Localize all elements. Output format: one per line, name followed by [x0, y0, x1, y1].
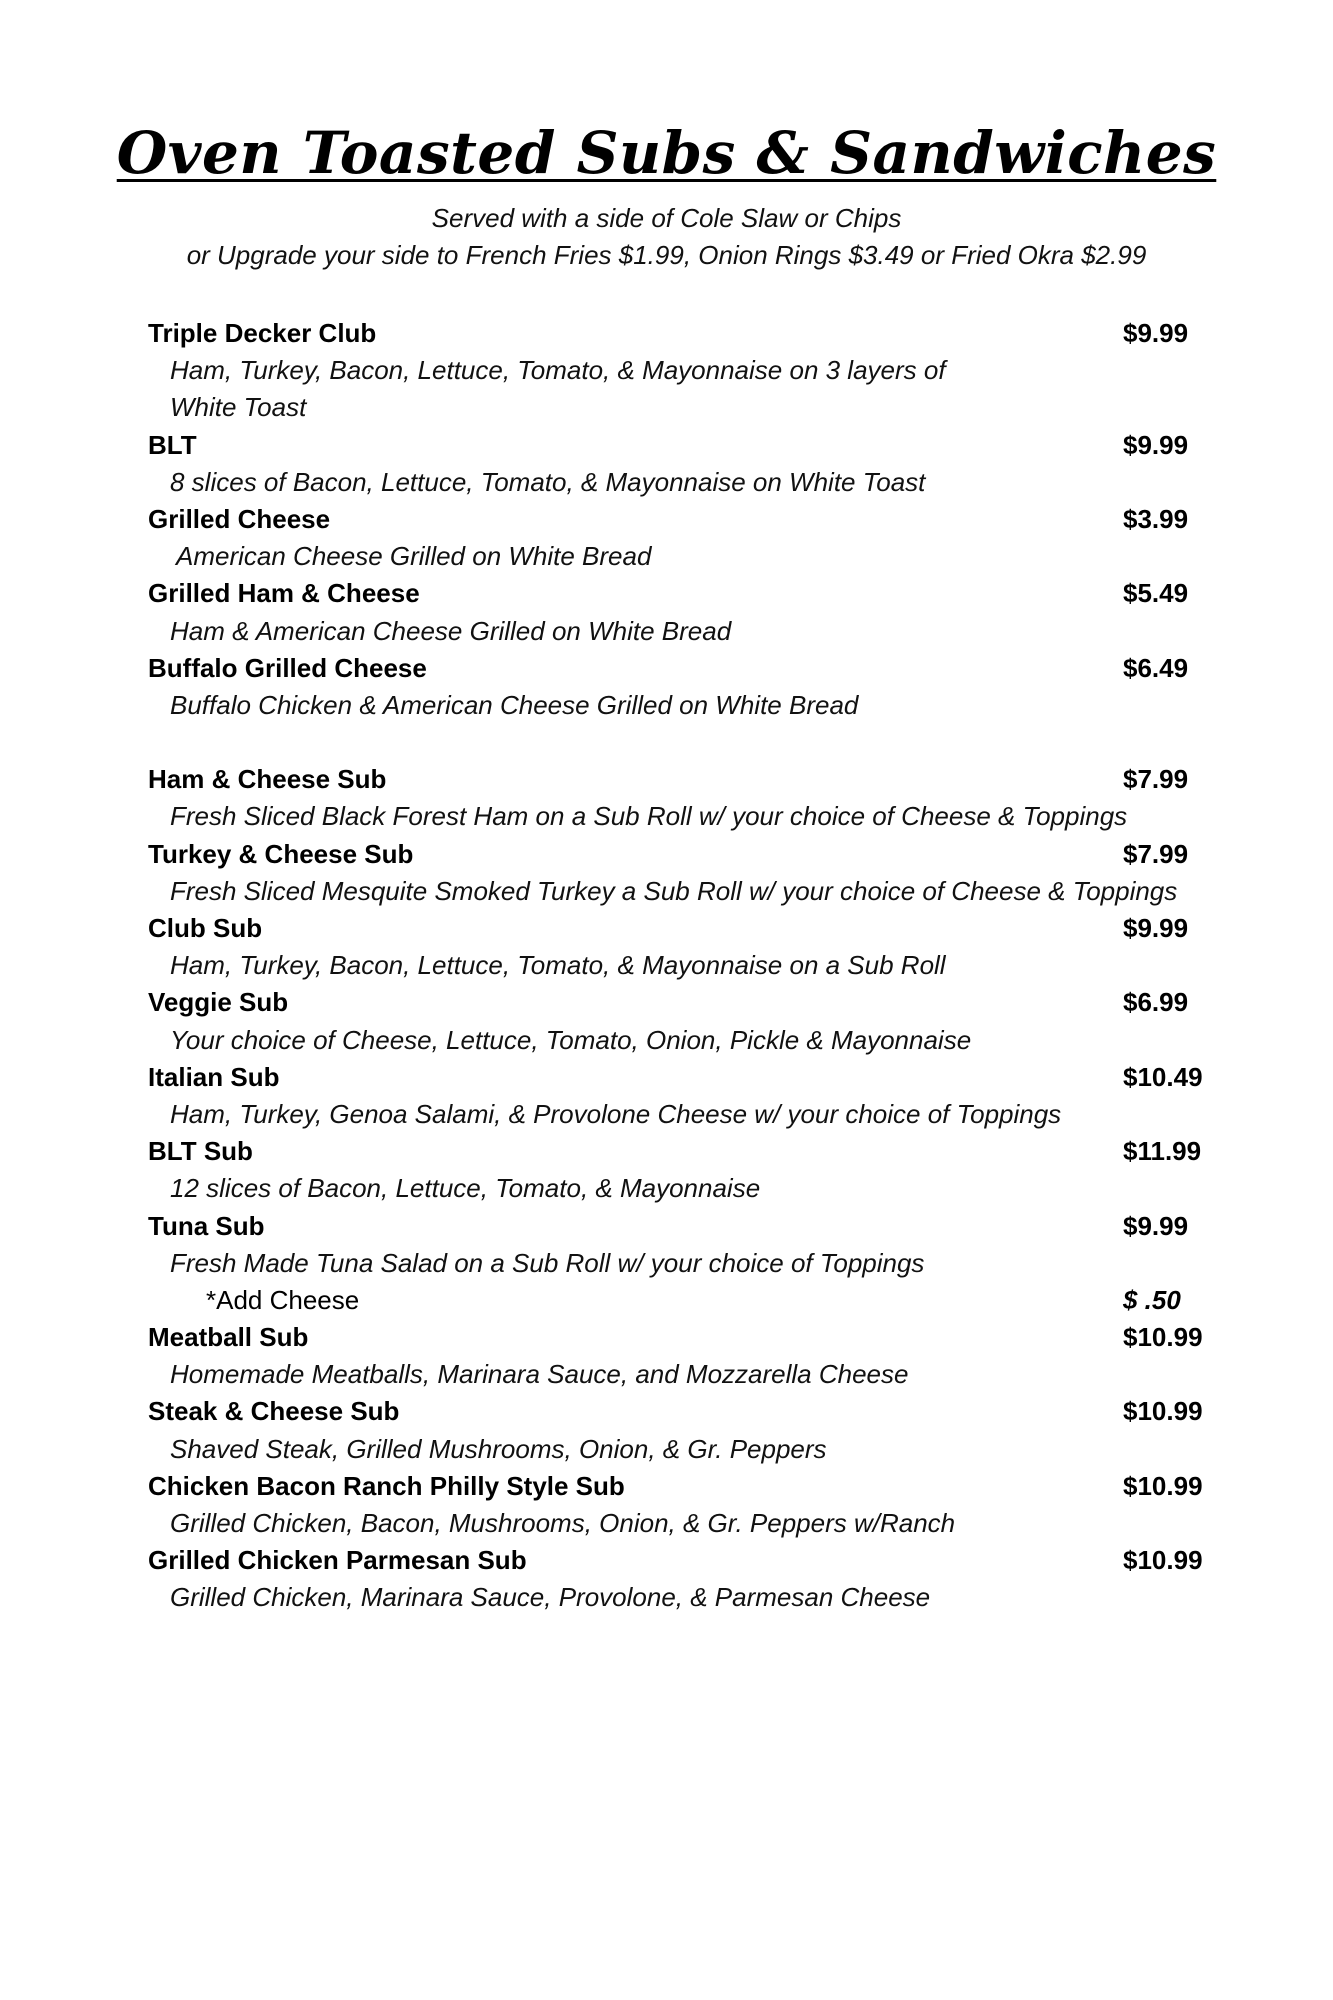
item-description	[148, 352, 1268, 389]
item-price: $10.99	[1123, 1545, 1203, 1576]
item-description-text: 8 slices of Bacon, Lettuce, Tomato, & Mayonnaise on White Toast	[170, 466, 926, 497]
item-description-text: Homemade Meatballs, Marinara Sauce, and Mozzarella Cheese	[170, 1359, 909, 1390]
menu-item-buffalo-grilled-cheese	[148, 650, 1268, 687]
item-description	[148, 1245, 1268, 1282]
item-price: $5.49	[1123, 578, 1189, 609]
side-info-line-2: or Upgrade your side to French Fries $1.99, Onion Rings $3.49 or Fried Okra $2.99	[186, 240, 1147, 270]
item-name: Grilled Chicken Parmesan Sub	[148, 1545, 527, 1576]
item-description	[148, 464, 1268, 501]
item-description	[148, 1356, 1268, 1393]
item-name: Steak & Cheese Sub	[148, 1396, 400, 1427]
item-price: $9.99	[1123, 318, 1189, 348]
item-price: $9.99	[1123, 1210, 1189, 1241]
item-name: Meatball Sub	[148, 1322, 309, 1353]
addon-label: *Add Cheese	[206, 1284, 360, 1315]
page-title	[0, 118, 1333, 188]
side-info-line-1: Served with a side of Cole Slaw or Chips	[431, 203, 902, 233]
item-description-text: Ham & American Cheese Grilled on White Bread	[170, 615, 732, 646]
menu-item-triple-decker-club	[148, 315, 1268, 352]
item-name: Grilled Ham & Cheese	[148, 578, 420, 609]
item-name: Tuna Sub	[148, 1210, 265, 1241]
item-description-text: 12 slices of Bacon, Lettuce, Tomato, & Mayonnaise	[170, 1173, 761, 1204]
item-description	[148, 1431, 1268, 1468]
menu-item-italian-sub	[148, 1059, 1268, 1096]
menu-item-tuna-sub	[148, 1208, 1268, 1245]
item-description-text: Shaved Steak, Grilled Mushrooms, Onion, & Gr. Peppers	[170, 1433, 827, 1464]
item-description-text: Buffalo Chicken & American Cheese Grilled on White Bread	[170, 689, 859, 720]
menu-item-steak-cheese-sub	[148, 1393, 1268, 1430]
menu-item-blt-sub	[148, 1133, 1268, 1170]
item-description-text: Fresh Sliced Black Forest Ham on a Sub Roll w/ your choice of Cheese & Toppings	[170, 801, 1128, 832]
item-description-text: White Toast	[170, 392, 307, 423]
addon-row	[148, 1282, 1268, 1319]
menu-item-grilled-ham-cheese	[148, 575, 1268, 612]
menu-item-grilled-cheese	[148, 501, 1268, 538]
item-description	[148, 1022, 1268, 1059]
item-name: BLT Sub	[148, 1136, 253, 1167]
menu-item-chicken-bacon-ranch-sub	[148, 1468, 1268, 1505]
item-description-text: American Cheese Grilled on White Bread	[176, 541, 652, 572]
menu-item-grilled-chicken-parmesan-sub	[148, 1542, 1268, 1579]
menu-item-ham-cheese-sub	[148, 761, 1268, 798]
item-description-text: Grilled Chicken, Bacon, Mushrooms, Onion, & Gr. Peppers w/Ranch	[170, 1508, 956, 1538]
item-price: $10.99	[1123, 1322, 1203, 1353]
item-description-text: Ham, Turkey, Genoa Salami, & Provolone Cheese w/ your choice of Toppings	[170, 1098, 1062, 1129]
item-price: $9.99	[1123, 429, 1189, 460]
item-description	[148, 687, 1268, 724]
item-description	[148, 947, 1268, 984]
item-name: BLT	[148, 429, 197, 460]
item-price: $7.99	[1123, 764, 1189, 795]
addon-price: $ .50	[1123, 1284, 1181, 1315]
item-price: $10.99	[1123, 1470, 1203, 1501]
item-description	[148, 613, 1268, 650]
item-description-text: Fresh Made Tuna Salad on a Sub Roll w/ your choice of Toppings	[170, 1247, 925, 1278]
item-description	[148, 873, 1268, 910]
page-title-text: Oven Toasted Subs & Sandwiches	[116, 119, 1217, 187]
item-description-text: Your choice of Cheese, Lettuce, Tomato, Onion, Pickle & Mayonnaise	[170, 1024, 972, 1055]
menu-item-blt	[148, 427, 1268, 464]
item-name: Triple Decker Club	[148, 318, 377, 348]
item-price: $10.49	[1123, 1061, 1203, 1092]
item-price: $11.99	[1123, 1136, 1202, 1167]
item-description	[148, 1170, 1268, 1207]
item-name: Turkey & Cheese Sub	[148, 838, 414, 869]
menu-item-turkey-cheese-sub	[148, 836, 1268, 873]
item-description	[148, 389, 1268, 426]
menu-item-meatball-sub	[148, 1319, 1268, 1356]
item-price: $10.99	[1123, 1396, 1203, 1427]
menu-item-club-sub	[148, 910, 1268, 947]
item-description	[148, 1579, 1268, 1616]
item-price: $7.99	[1123, 838, 1189, 869]
item-name: Club Sub	[148, 913, 263, 943]
menu-list	[148, 315, 1268, 1617]
item-description-text: Ham, Turkey, Bacon, Lettuce, Tomato, & Mayonnaise on 3 layers of	[170, 355, 946, 386]
item-price: $6.99	[1123, 987, 1189, 1018]
item-description	[148, 1505, 1268, 1542]
item-description	[148, 1096, 1268, 1133]
section-spacer	[148, 724, 1268, 761]
item-description	[148, 538, 1268, 575]
item-description	[148, 798, 1268, 835]
item-name: Italian Sub	[148, 1061, 280, 1092]
item-description-text: Fresh Sliced Mesquite Smoked Turkey a Sub Roll w/ your choice of Cheese & Toppings	[170, 875, 1178, 906]
item-name: Buffalo Grilled Cheese	[148, 652, 427, 683]
menu-item-veggie-sub	[148, 984, 1268, 1021]
item-name: Veggie Sub	[148, 987, 289, 1018]
item-price: $3.99	[1123, 503, 1189, 534]
item-price: $9.99	[1123, 913, 1189, 943]
item-name: Chicken Bacon Ranch Philly Style Sub	[148, 1470, 625, 1501]
item-name: Ham & Cheese Sub	[148, 764, 387, 795]
item-name: Grilled Cheese	[148, 503, 331, 534]
item-price: $6.49	[1123, 652, 1189, 683]
item-description-text: Grilled Chicken, Marinara Sauce, Provolone, & Parmesan Cheese	[170, 1582, 931, 1613]
item-description-text: Ham, Turkey, Bacon, Lettuce, Tomato, & Mayonnaise on a Sub Roll	[170, 950, 946, 981]
